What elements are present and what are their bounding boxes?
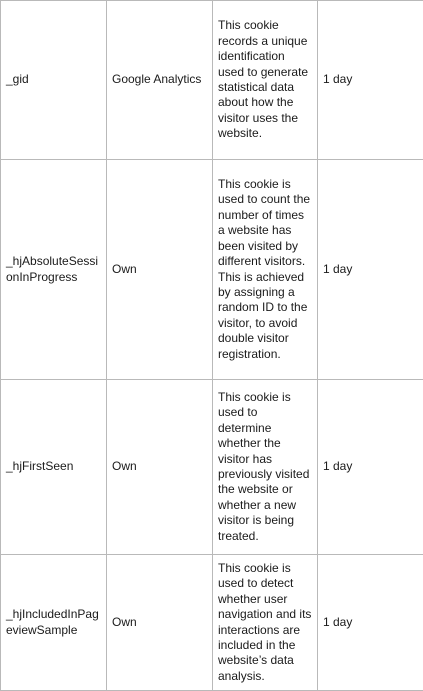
table-row bbox=[1, 160, 423, 380]
cookie-expiry-cell: 1 day bbox=[318, 555, 423, 691]
cookie-name-cell: _hjIncludedInPageviewSample bbox=[1, 555, 107, 691]
cookie-provider-cell: Own bbox=[107, 555, 213, 691]
cookie-provider-cell: Own bbox=[107, 380, 213, 555]
cookie-expiry-cell: 1 day bbox=[318, 1, 423, 160]
table-row bbox=[1, 1, 423, 160]
cookie-purpose-cell: This cookie is used to detect whether user navigation and its interactions are included in the website’s data analysis. bbox=[213, 555, 318, 691]
cookie-name-cell: _hjAbsoluteSessionInProgress bbox=[1, 160, 107, 380]
cookie-name-cell: _hjFirstSeen bbox=[1, 380, 107, 555]
cookie-expiry-cell: 1 day bbox=[318, 380, 423, 555]
table-row bbox=[1, 380, 423, 555]
cookie-provider-cell: Google Analytics bbox=[107, 1, 213, 160]
cookie-name-cell: _gid bbox=[1, 1, 107, 160]
cookie-purpose-cell: This cookie is used to count the number of times a website has been visited by different visitors. This is achieved by assigning a random ID to the visitor, to avoid double visitor registration. bbox=[213, 160, 318, 380]
table-row bbox=[1, 555, 423, 691]
cookie-provider-cell: Own bbox=[107, 160, 213, 380]
cookie-expiry-cell: 1 day bbox=[318, 160, 423, 380]
cookie-purpose-cell: This cookie records a unique identification used to generate statistical data about how the visitor uses the website. bbox=[213, 1, 318, 160]
cookie-purpose-cell: This cookie is used to determine whether the visitor has previously visited the website or whether a new visitor is being treated. bbox=[213, 380, 318, 555]
